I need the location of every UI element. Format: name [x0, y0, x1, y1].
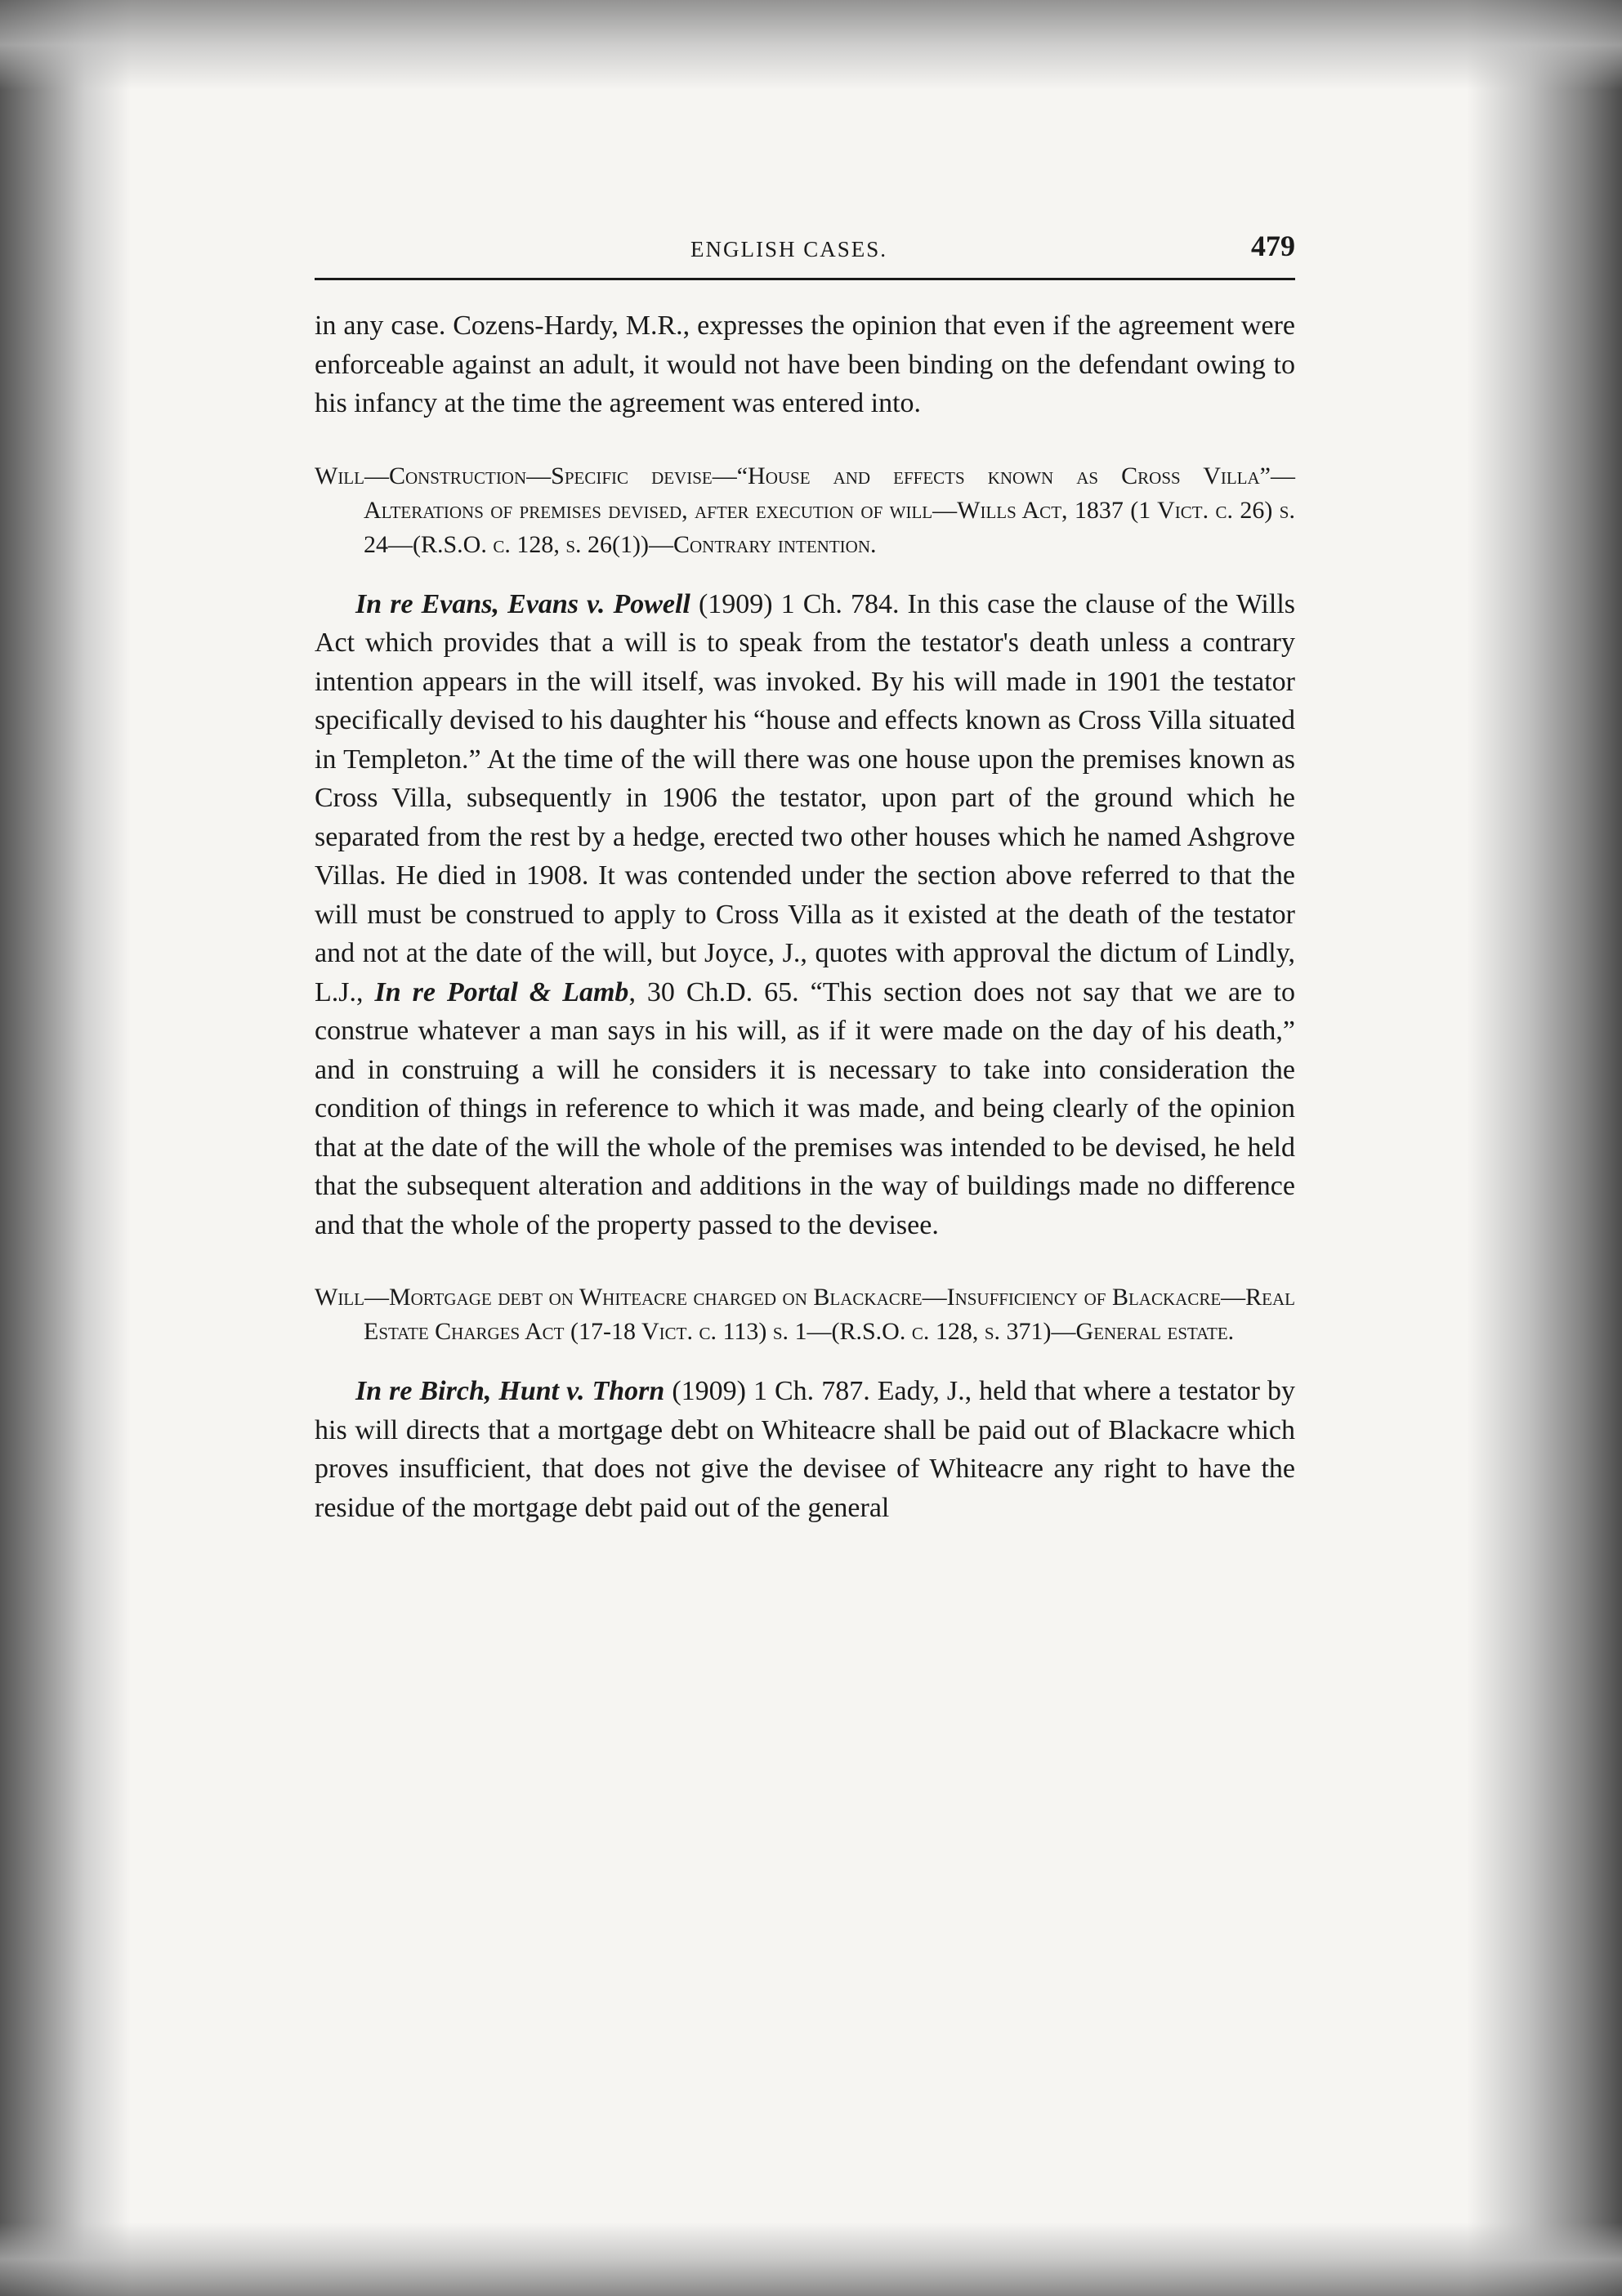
- scan-edge-top-shadow: [0, 0, 1622, 90]
- birch-headnote: Will—Mortgage debt on Whiteacre charged on Blackacre—Insufficiency of Blackacre—Real Estate Charges Act (17-18 Vict. c. 113) s. 1—(R.S.O. c. 128, s. 371)—General estate.: [315, 1284, 1295, 1345]
- evans-headnote: Will—Construction—Specific devise—“House and effects known as Cross Villa”—Alterations of premises devised, after execution of will—Wills Act, 1837 (1 Vict. c. 26) s. 24—(R.S.O. c. 128, s. 26(1))—Contrary intention.: [315, 462, 1295, 558]
- scan-edge-bottom-shadow: [0, 2222, 1622, 2296]
- birch-paragraph: [315, 1372, 1295, 1527]
- page-number: 479: [1251, 230, 1295, 262]
- evans-case-name: In re Evans, Evans v. Powell: [355, 588, 690, 619]
- intro-paragraph: in any case. Cozens-Hardy, M.R., expresses the opinion that even if the agreement were enforceable against an adult, it would not have been binding on the defendant owing to his infancy at the time the agreement was entered into.: [315, 310, 1295, 418]
- running-head: [315, 229, 1295, 280]
- birch-text: (1909) 1 Ch. 787. Eady, J., held that where a testator by his will directs that a mortgage debt on Whiteacre shall be paid out of Blackacre which proves insufficient, that does not give the devisee of Whiteacre any right to have the residue of the mortgage debt paid out of the general: [315, 1376, 1295, 1523]
- portal-lamb-citation: In re Portal & Lamb: [374, 976, 629, 1007]
- book-page: [315, 229, 1295, 1527]
- evans-text-continued: , 30 Ch.D. 65. “This section does not say that we are to construe whatever a man says in his will, as if it were made on the day of his death,” and in construing a will he considers it is necessary to take into consideration the condition of things in reference to which it was made, and being clearly of the opinion that at the date of the will the whole of the premises was intended to be devised, he held that the subsequent alteration and additions in the way of buildings made no difference and that the whole of the property passed to the devisee.: [315, 976, 1295, 1240]
- scan-edge-right-shadow: [1467, 0, 1622, 2296]
- scan-edge-left-shadow: [0, 0, 131, 2296]
- evans-text: (1909) 1 Ch. 784. In this case the clause of the Wills Act which provides that a will is to speak from the testator's death unless a contrary intention appears in the will itself, was invoked. By his will made in 1901 the testator specifically devised to his daughter his “house and effects known as Cross Villa situated in Templeton.” At the time of the will there was one house upon the premises known as Cross Villa, subsequently in 1906 the testator, upon part of the ground which he separated from the rest by a hedge, erected two other houses which he named Ashgrove Villas. He died in 1908. It was contended under the section above referred to that the will must be construed to apply to Cross Villa as it existed at the death of the testator and not at the date of the will, but Joyce, J., quotes with approval the dictum of Lindly, L.J.,: [315, 588, 1296, 1007]
- birch-case-name: In re Birch, Hunt v. Thorn: [355, 1376, 665, 1406]
- running-title: ENGLISH CASES.: [690, 237, 888, 261]
- evans-paragraph: [315, 585, 1295, 1245]
